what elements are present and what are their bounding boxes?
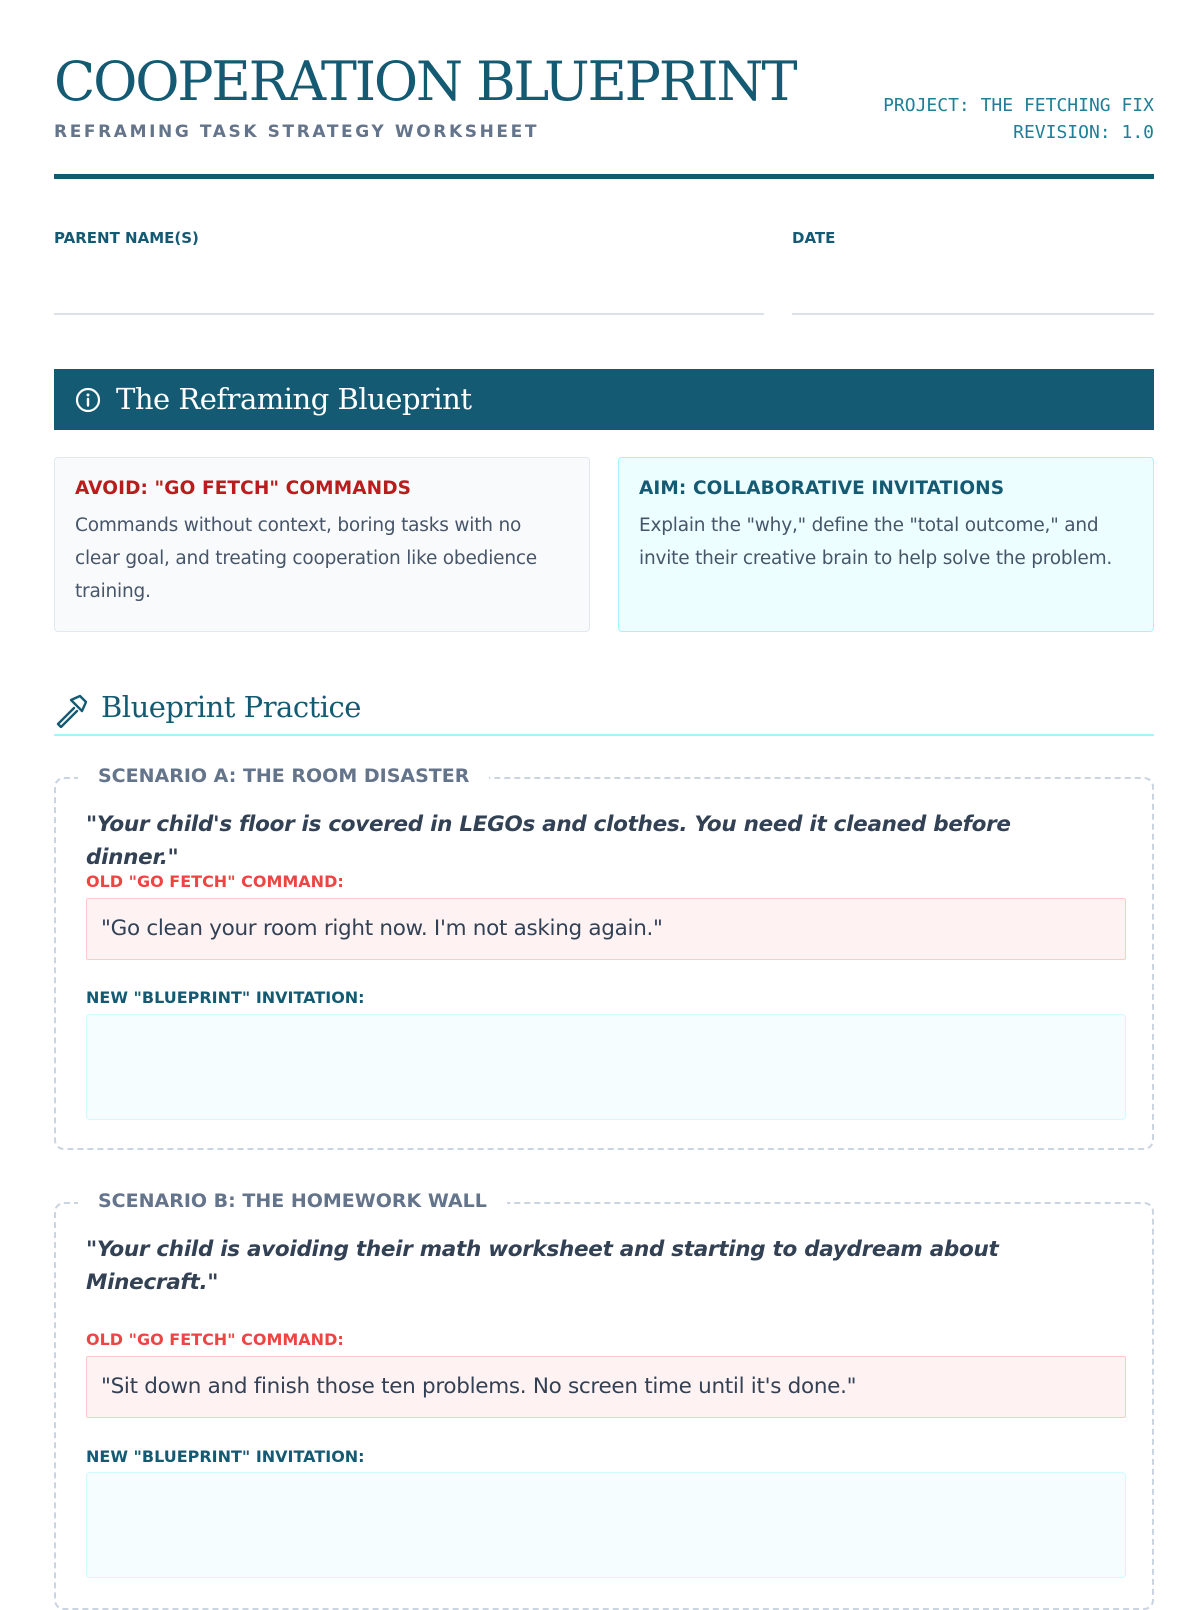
- scenario-b-prompt: "Your child is avoiding their math worksheet and starting to daydream about Minecraft.": [86, 1237, 999, 1295]
- project-meta: [883, 92, 1154, 146]
- scenario-b-old-label: OLD "GO FETCH" COMMAND:: [86, 1330, 344, 1349]
- banner-title: The Reframing Blueprint: [116, 382, 472, 416]
- practice-divider: [54, 734, 1154, 736]
- scenario-a-old-label: OLD "GO FETCH" COMMAND:: [86, 872, 344, 891]
- avoid-title: AVOID: "GO FETCH" COMMANDS: [75, 478, 412, 499]
- scenario-a-label: SCENARIO A: THE ROOM DISASTER: [78, 765, 489, 787]
- scenario-b-old-command: "Sit down and finish those ten problems. No screen time until it's done.": [86, 1356, 1126, 1418]
- aim-body: Explain the "why," define the "total outcome," and invite their creative brain to help solve the problem.: [639, 515, 1113, 569]
- scenario-a-prompt: "Your child's floor is covered in LEGOs and clothes. You need it cleaned before dinner.": [86, 812, 1011, 870]
- info-icon: [75, 387, 101, 417]
- aim-card: [618, 457, 1154, 632]
- hammer-icon: [54, 694, 88, 732]
- section-banner: [54, 369, 1154, 430]
- practice-title: Blueprint Practice: [101, 690, 361, 724]
- scenario-b-new-label: NEW "BLUEPRINT" INVITATION:: [86, 1447, 365, 1466]
- revision-number: REVISION: 1.0: [1013, 122, 1154, 143]
- date-field[interactable]: [792, 313, 1154, 315]
- date-label: DATE: [792, 229, 836, 247]
- parent-name-field[interactable]: [54, 313, 764, 315]
- scenario-b-label: SCENARIO B: THE HOMEWORK WALL: [78, 1190, 507, 1212]
- header-divider: [54, 174, 1154, 179]
- scenario-a-new-label: NEW "BLUEPRINT" INVITATION:: [86, 988, 365, 1007]
- page-title: COOPERATION BLUEPRINT: [54, 50, 796, 113]
- aim-title: AIM: COLLABORATIVE INVITATIONS: [639, 478, 1005, 499]
- scenario-a-new-invitation-input[interactable]: [86, 1014, 1126, 1120]
- parent-name-label: PARENT NAME(S): [54, 229, 199, 247]
- page-subtitle: REFRAMING TASK STRATEGY WORKSHEET: [54, 122, 540, 142]
- scenario-b-new-invitation-input[interactable]: [86, 1472, 1126, 1578]
- scenario-b-box: [54, 1190, 1154, 1610]
- scenario-a-box: [54, 765, 1154, 1150]
- scenario-a-old-command: "Go clean your room right now. I'm not asking again.": [86, 898, 1126, 960]
- project-name: PROJECT: THE FETCHING FIX: [883, 95, 1154, 116]
- avoid-card: [54, 457, 590, 632]
- avoid-body: Commands without context, boring tasks with no clear goal, and treating cooperation like obedience training.: [75, 515, 537, 602]
